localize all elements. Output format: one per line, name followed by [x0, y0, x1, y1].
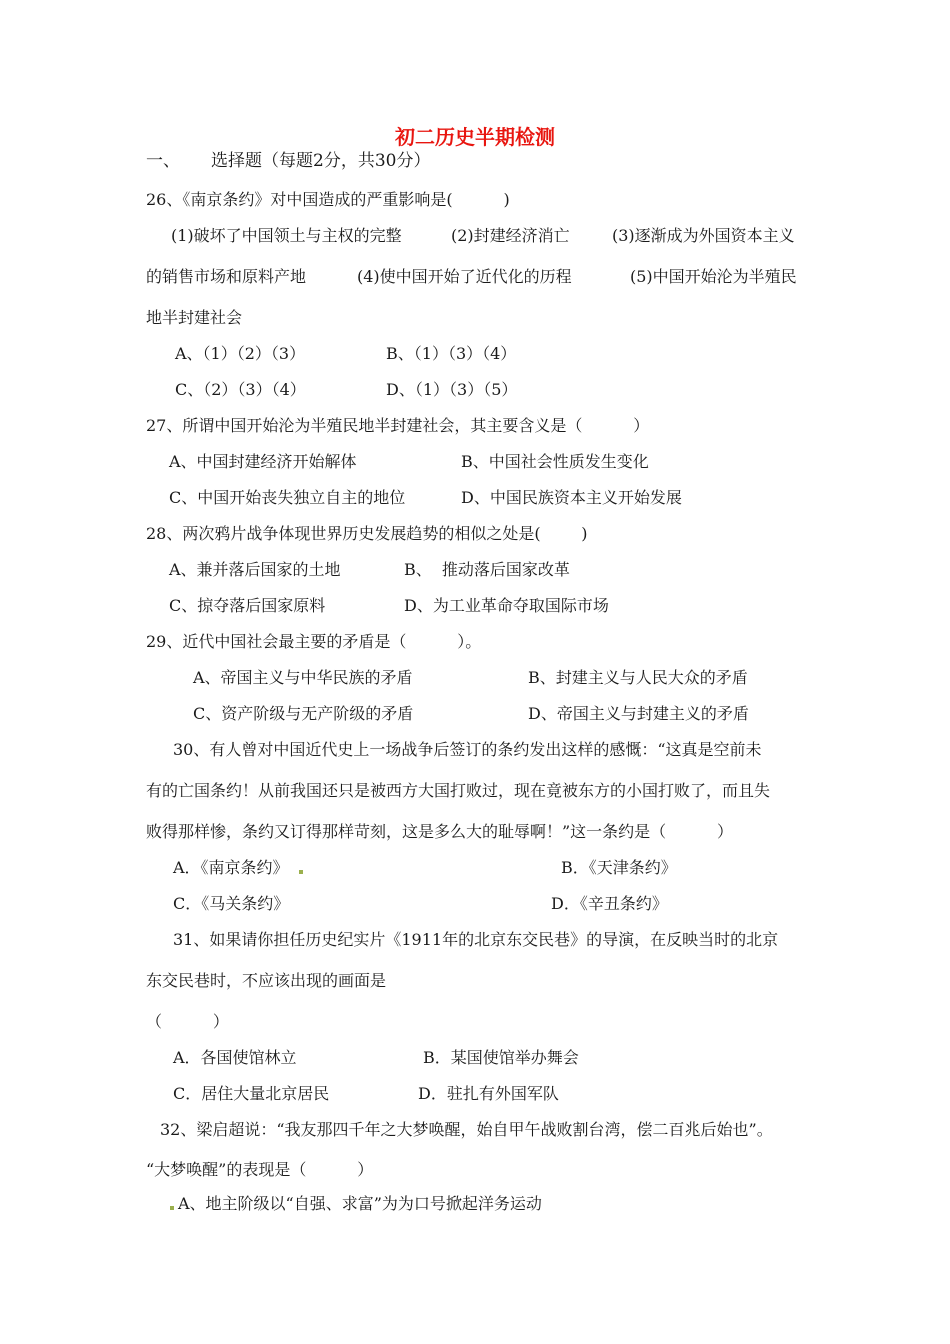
question-29: 29、近代中国社会最主要的矛盾是（ ）。: [146, 632, 482, 651]
question-31-line-2: 东交民巷时，不应该出现的画面是: [146, 971, 387, 990]
q26-option-b: B、（1）（3）（4）: [386, 344, 517, 363]
q27-option-d: D、中国民族资本主义开始发展: [461, 488, 682, 507]
q28-option-a: A、兼并落后国家的土地: [169, 560, 341, 579]
q31-option-c: C．居住大量北京居民: [173, 1084, 330, 1103]
q27-option-a: A、中国封建经济开始解体: [169, 452, 357, 471]
q32-option-a: A、地主阶级以“自强、求富”为为口号掀起洋务运动: [178, 1194, 542, 1213]
stray-dot-mark: [299, 870, 303, 874]
q30-option-c: C．《马关条约》: [173, 894, 290, 913]
q26-statement-4: (4)使中国开始了近代化的历程: [357, 267, 572, 286]
q29-option-a: A、帝国主义与中华民族的矛盾: [193, 668, 413, 687]
q26-option-c: C、（2）（3）（4）: [175, 380, 306, 399]
q27-option-b: B、中国社会性质发生变化: [461, 452, 649, 471]
question-30-line-1: 30、有人曾对中国近代史上一场战争后签订的条约发出这样的感慨：“这真是空前未: [173, 740, 762, 759]
q28-option-b: B、 推动落后国家改革: [404, 560, 570, 579]
q26-option-a: A、（1）（2）（3）: [175, 344, 306, 363]
q26-statement-2: (2)封建经济消亡: [451, 226, 570, 245]
q29-option-d: D、帝国主义与封建主义的矛盾: [528, 704, 749, 723]
q29-option-c: C、资产阶级与无产阶级的矛盾: [193, 704, 414, 723]
q26-option-d: D、（1）（3）（5）: [386, 380, 518, 399]
q26-continuation-2: 地半封建社会: [146, 308, 243, 327]
page-title: 初二历史半期检测: [395, 125, 555, 149]
q30-option-d: D．《辛丑条约》: [551, 894, 668, 913]
question-32-line-2: “大梦唤醒”的表现是（ ）: [146, 1160, 374, 1179]
q31-option-b: B．某国使馆举办舞会: [423, 1048, 579, 1067]
q28-option-d: D、为工业革命夺取国际市场: [404, 596, 609, 615]
question-28: 28、两次鸦片战争体现世界历史发展趋势的相似之处是( ): [146, 524, 588, 543]
question-27: 27、所谓中国开始沦为半殖民地半封建社会，其主要含义是（ ）: [146, 416, 650, 435]
q31-option-d: D．驻扎有外国军队: [418, 1084, 559, 1103]
q26-statement-1: (1)破坏了中国领土与主权的完整: [171, 226, 402, 245]
question-30-line-3: 败得那样惨，条约又订得那样苛刻，这是多么大的耻辱啊！”这一条约是（ ）: [146, 822, 734, 841]
q26-continuation-1: 的销售市场和原料产地: [146, 267, 307, 286]
question-26: 26、《南京条约》对中国造成的严重影响是( ): [146, 190, 510, 209]
q29-option-b: B、封建主义与人民大众的矛盾: [528, 668, 748, 687]
stray-dot-mark: [170, 1206, 174, 1210]
q30-option-a: A．《南京条约》: [173, 858, 289, 877]
section-heading: 选择题（每题2分，共30分）: [211, 151, 431, 171]
q31-option-a: A．各国使馆林立: [173, 1048, 297, 1067]
question-32-line-1: 32、梁启超说：“我友那四千年之大梦唤醒，始自甲午战败割台湾，偿二百兆后始也”。: [160, 1120, 773, 1139]
question-30-line-2: 有的亡国条约！从前我国还只是被西方大国打败过，现在竟被东方的小国打败了，而且失: [146, 781, 771, 800]
q26-statement-3: (3)逐渐成为外国资本主义: [612, 226, 795, 245]
q27-option-c: C、中国开始丧失独立自主的地位: [169, 488, 406, 507]
section-number: 一、: [146, 151, 180, 171]
q30-option-b: B．《天津条约》: [561, 858, 677, 877]
q26-statement-5: (5)中国开始沦为半殖民: [630, 267, 797, 286]
question-31-line-1: 31、如果请你担任历史纪实片《1911年的北京东交民巷》的导演，在反映当时的北京: [173, 930, 779, 949]
q28-option-c: C、掠夺落后国家原料: [169, 596, 326, 615]
question-31-line-3: （ ）: [146, 1012, 229, 1031]
